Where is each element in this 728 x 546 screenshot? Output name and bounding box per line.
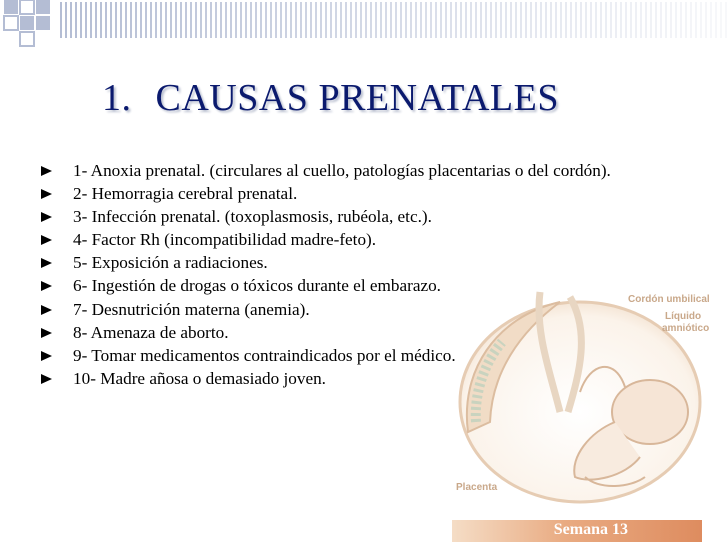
list-item	[40, 160, 700, 182]
list-item	[40, 368, 700, 390]
list-item-text: 2- Hemorragia cerebral prenatal.	[73, 184, 298, 204]
list-item-text: 8- Amenaza de aborto.	[73, 322, 229, 342]
label-cord: Cordón umbilical	[628, 294, 710, 305]
list-item-text: 6- Ingestión de drogas o tóxicos durante el embarazo.	[73, 276, 441, 296]
list-item-text: 9- Tomar medicamentos contraindicados por el médico.	[73, 345, 456, 365]
bullet-icon	[41, 374, 52, 384]
bullet-icon	[41, 305, 52, 315]
list-item	[40, 299, 700, 321]
bullet-icon	[41, 235, 52, 245]
causes-list	[40, 160, 700, 391]
list-item	[40, 183, 700, 205]
title-number: 1.	[102, 77, 132, 119]
list-item-text: 5- Exposición a radiaciones.	[73, 253, 268, 273]
title-text: CAUSAS PRENATALES	[155, 77, 559, 119]
label-fluid-1: Líquido	[665, 311, 702, 322]
slide-title	[102, 76, 559, 120]
bullet-icon	[41, 351, 52, 361]
list-item-text: 3- Infección prenatal. (toxoplasmosis, rubéola, etc.).	[73, 207, 432, 227]
label-fluid-2: amniótico	[662, 323, 710, 334]
bullet-icon	[41, 212, 52, 222]
bullet-icon	[41, 328, 52, 338]
list-item-text: 1- Anoxia prenatal. (circulares al cuello, patologías placentarias o del cordón).	[73, 161, 611, 180]
bullet-icon	[41, 258, 52, 268]
list-item	[40, 345, 700, 367]
list-item-text: 4- Factor Rh (incompatibilidad madre-feto).	[73, 230, 377, 250]
list-item	[40, 275, 700, 297]
list-item	[40, 322, 700, 344]
list-item	[40, 252, 700, 274]
list-item	[40, 206, 700, 228]
bullet-icon	[41, 166, 52, 176]
bullet-icon	[41, 281, 52, 291]
list-item-text: 10- Madre añosa o demasiado joven.	[73, 368, 326, 388]
label-placenta: Placenta	[456, 482, 498, 493]
week-label: Semana 13	[553, 521, 628, 538]
bullet-icon	[41, 189, 52, 199]
top-decoration	[0, 0, 728, 48]
list-item-text: 7- Desnutrición materna (anemia).	[73, 299, 310, 319]
list-item	[40, 229, 700, 251]
